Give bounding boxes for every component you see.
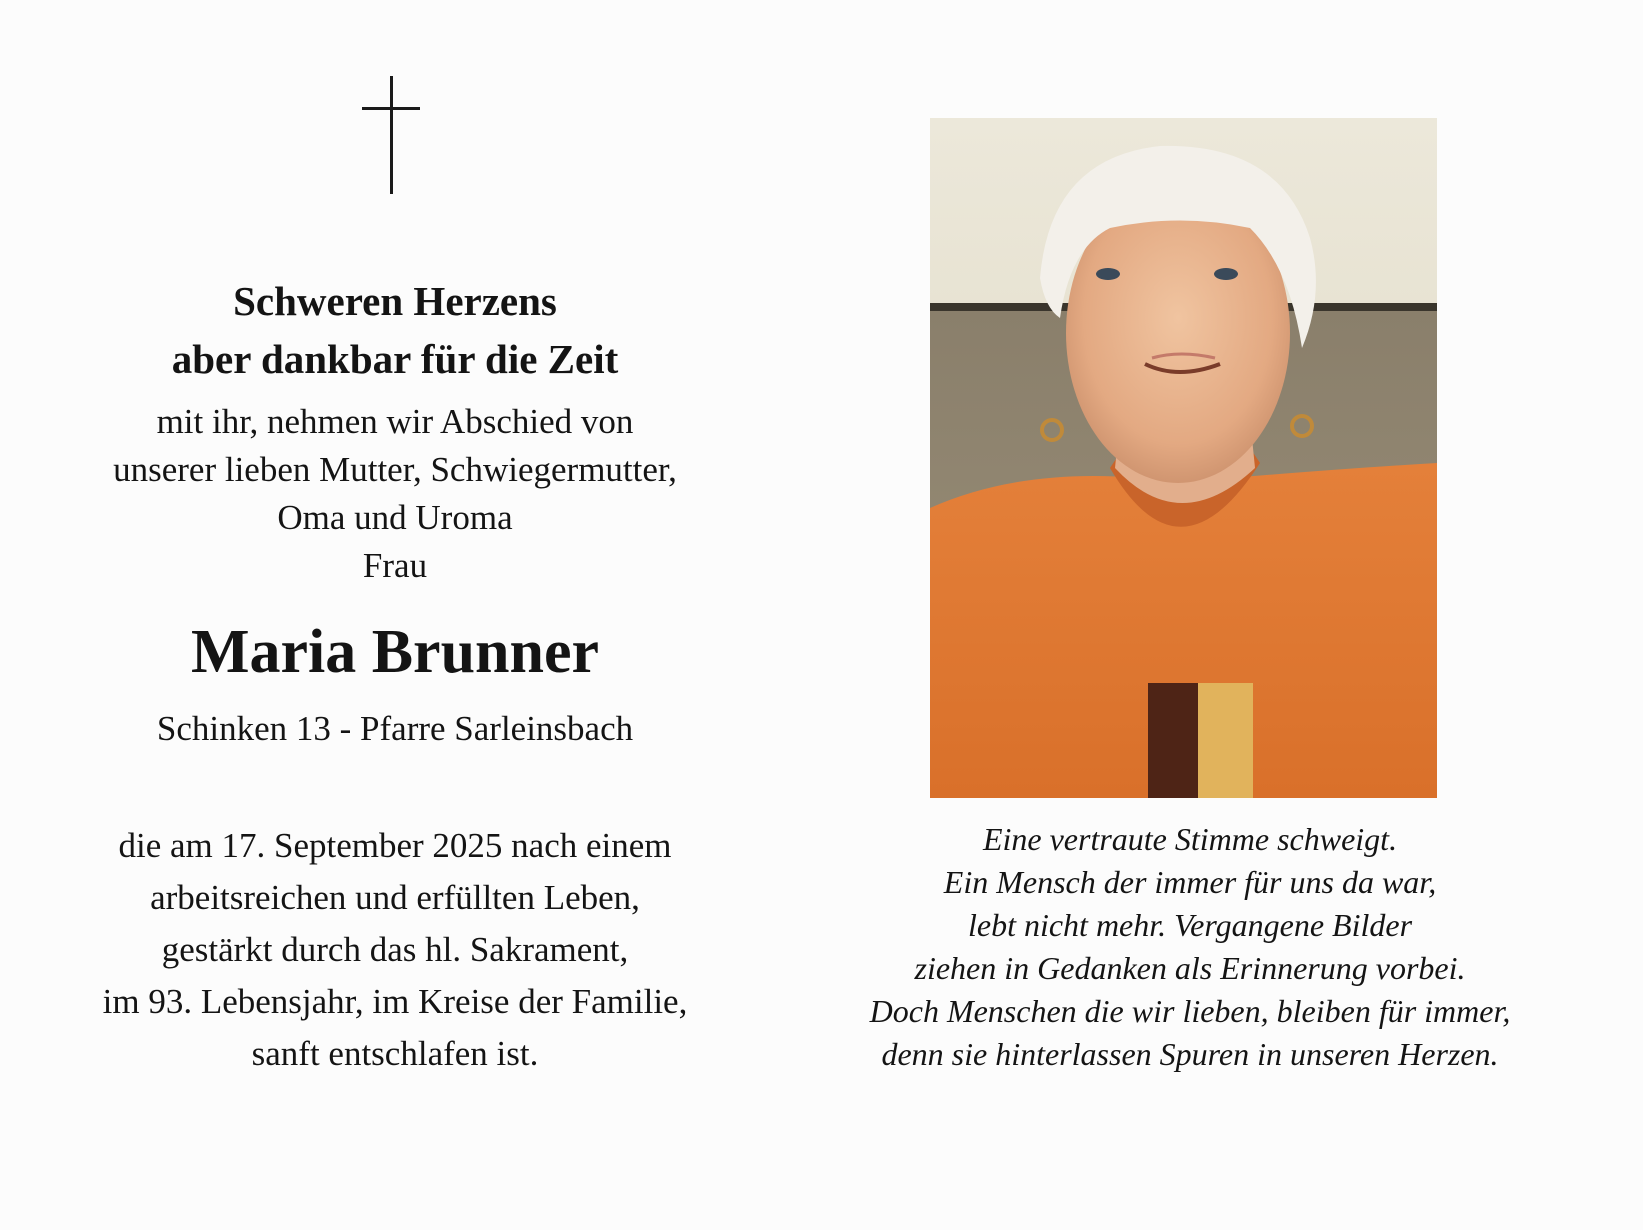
intro-line: Frau <box>362 546 428 585</box>
intro-line: unserer lieben Mutter, Schwiegermutter, <box>113 450 677 489</box>
intro-line: Oma und Uroma <box>277 498 513 537</box>
notice-line: im 93. Lebensjahr, im Kreise der Familie, <box>102 982 688 1021</box>
address: Schinken 13 - Pfarre Sarleinsbach <box>156 709 634 748</box>
quote-line: denn sie hinterlassen Spuren in unseren Herzen. <box>881 1036 1499 1072</box>
portrait-photo <box>930 118 1437 798</box>
intro-line: mit ihr, nehmen wir Abschied von <box>156 402 634 441</box>
memorial-quote <box>830 818 1550 1076</box>
deceased-name: Maria Brunner <box>190 618 600 686</box>
quote-line: Eine vertraute Stimme schweigt. <box>982 821 1398 857</box>
quote-line: Doch Menschen die wir lieben, bleiben für immer, <box>869 993 1511 1029</box>
portrait-image <box>930 118 1437 798</box>
intro-text <box>40 398 750 590</box>
death-notice-text <box>40 820 750 1080</box>
quote-line: ziehen in Gedanken als Erinnerung vorbei. <box>914 950 1466 986</box>
notice-line: gestärkt durch das hl. Sakrament, <box>161 930 629 969</box>
heading-line: aber dankbar für die Zeit <box>171 336 619 382</box>
quote-line: lebt nicht mehr. Vergangene Bilder <box>967 907 1413 943</box>
notice-line: die am 17. September 2025 nach einem <box>118 826 672 865</box>
heading-line: Schweren Herzens <box>233 278 557 324</box>
cross-icon <box>360 76 422 194</box>
notice-line: arbeitsreichen und erfüllten Leben, <box>150 878 640 917</box>
heading <box>40 272 750 388</box>
quote-line: Ein Mensch der immer für uns da war, <box>943 864 1437 900</box>
notice-line: sanft entschlafen ist. <box>251 1034 539 1073</box>
